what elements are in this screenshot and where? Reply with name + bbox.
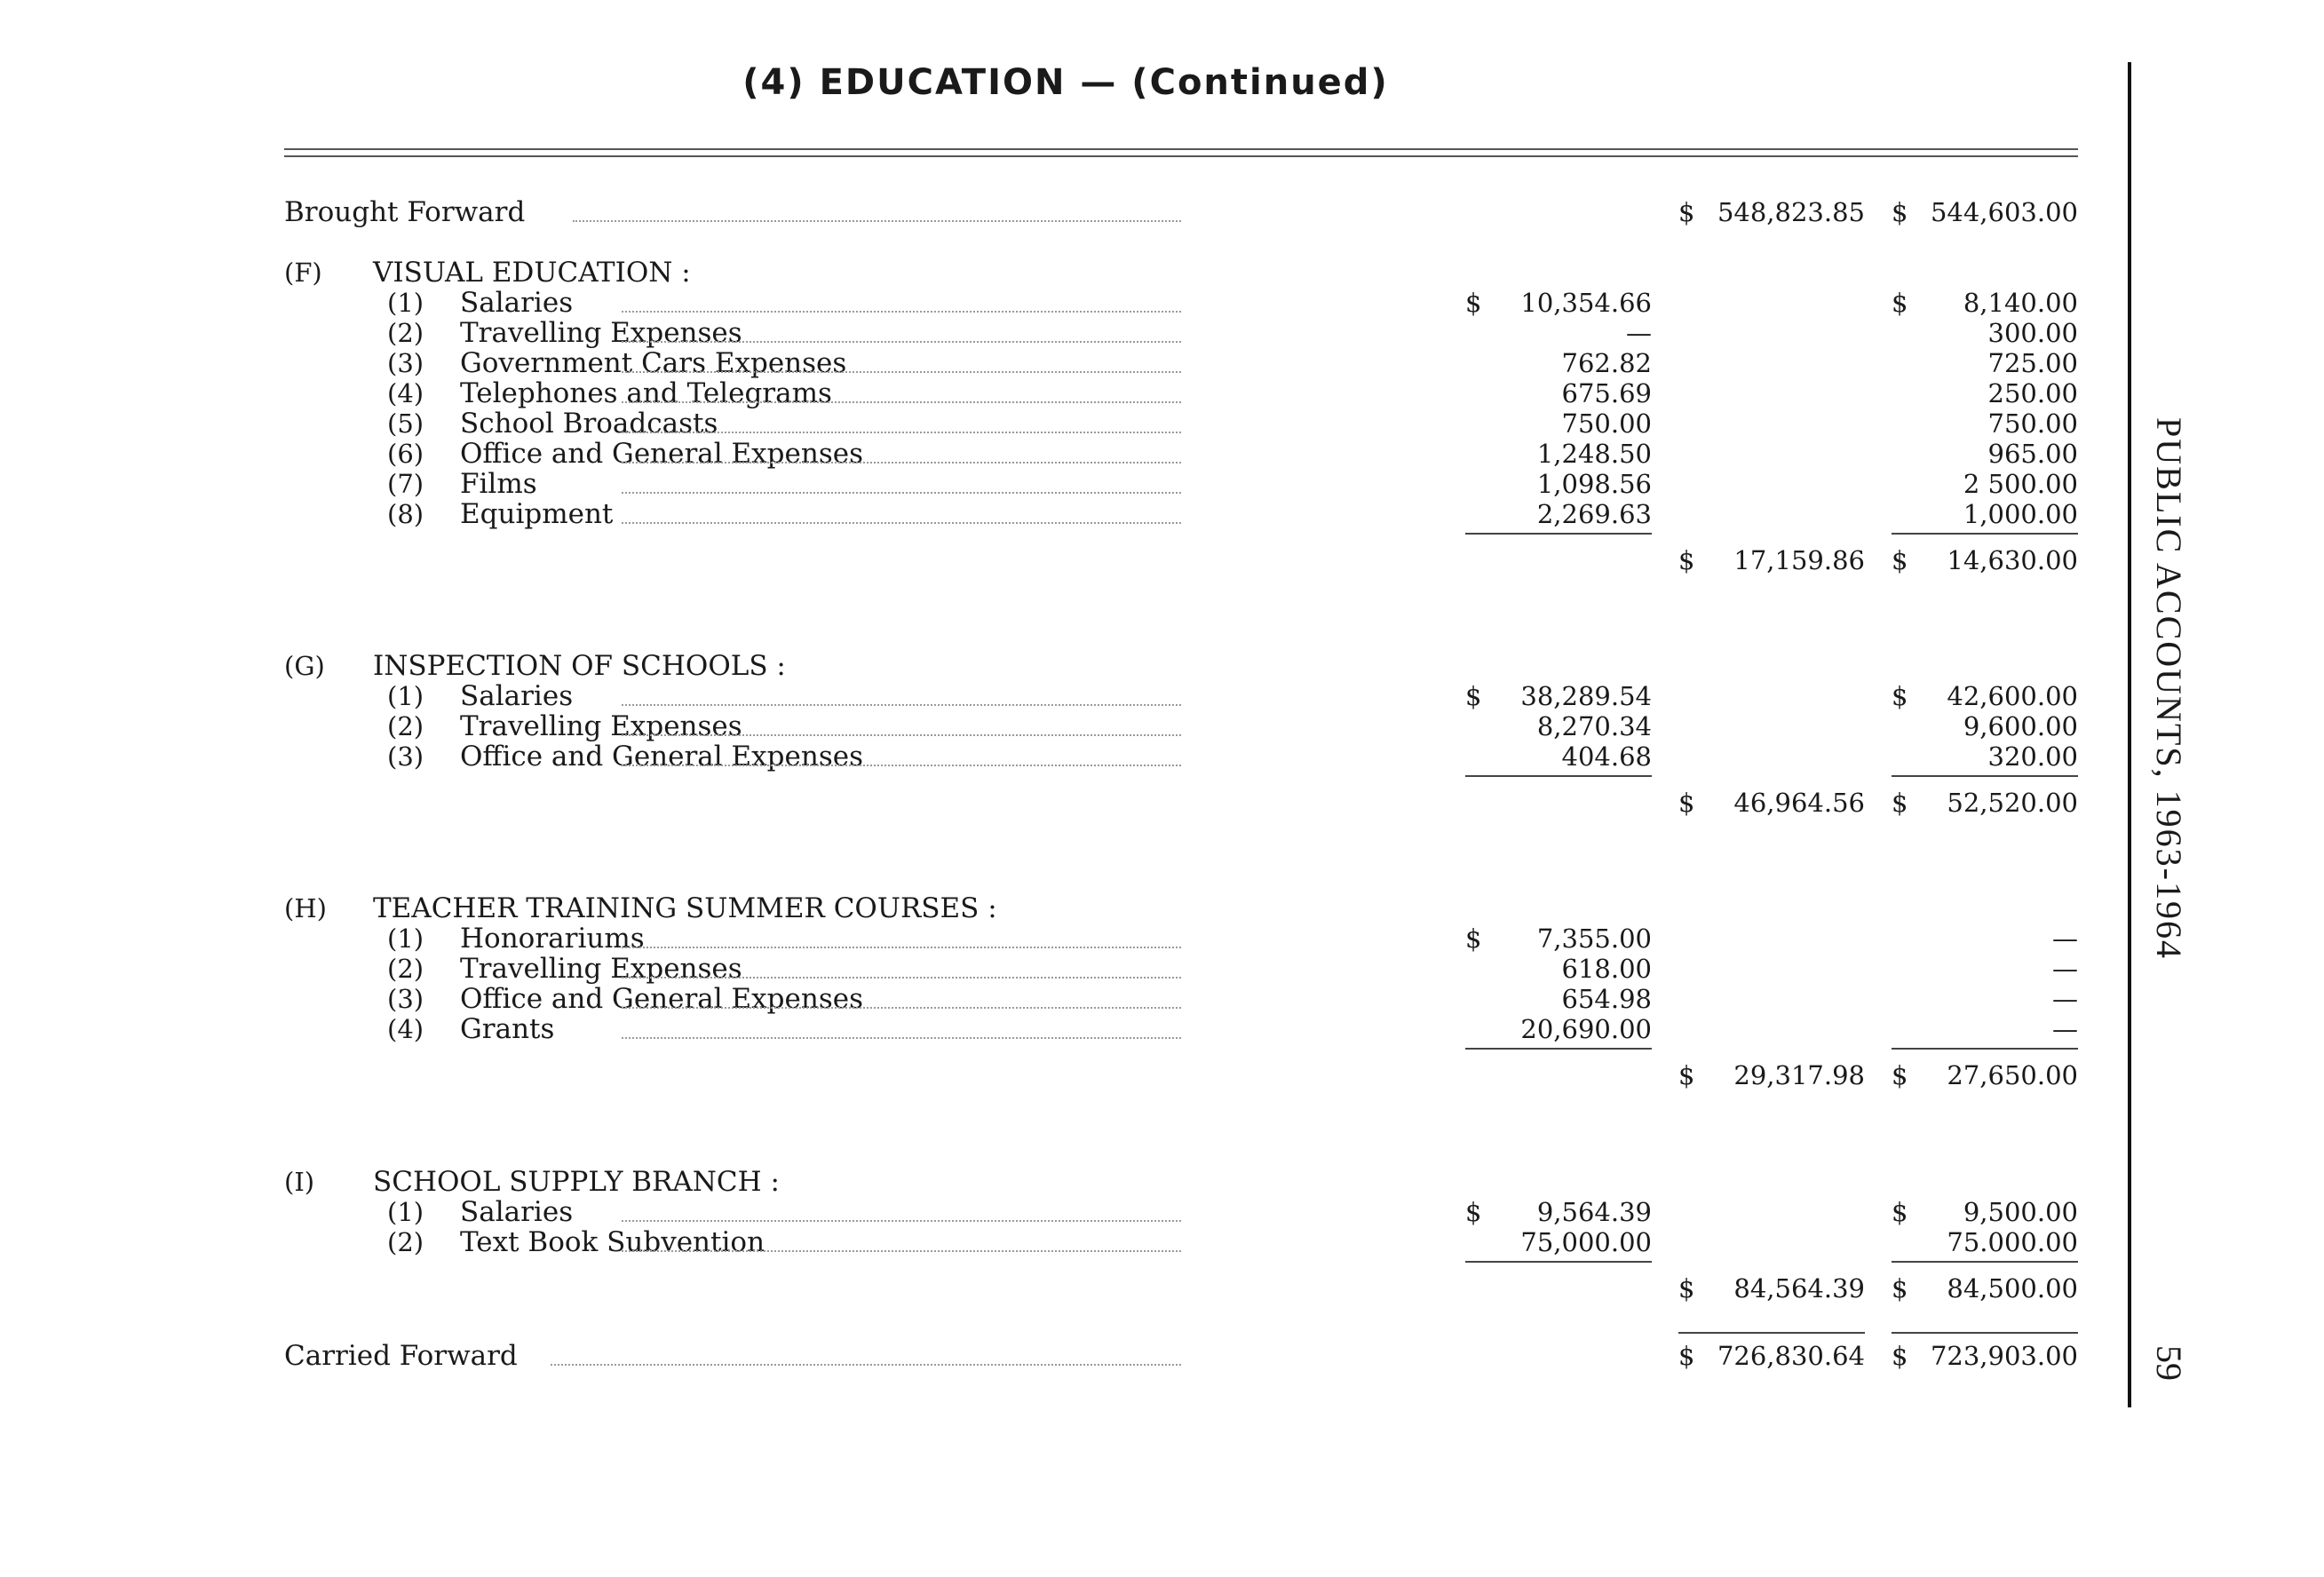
subtotal-rule bbox=[1892, 533, 2078, 535]
item-label: Office and General Expenses bbox=[460, 741, 863, 773]
item-label: Salaries bbox=[460, 1196, 574, 1228]
leader-dots bbox=[622, 492, 1181, 494]
item-number: (1) bbox=[387, 288, 424, 318]
currency-sign: $ bbox=[1892, 681, 1908, 711]
item-number: (5) bbox=[387, 408, 424, 439]
item-actual: 38,289.54 bbox=[1520, 681, 1652, 711]
leader-dots bbox=[622, 734, 1181, 736]
item-estimate: 1,000.00 bbox=[1963, 499, 2078, 529]
section-total-estimate: 52,520.00 bbox=[1947, 788, 2078, 818]
carried-forward-estimate: 723,903.00 bbox=[1930, 1341, 2078, 1371]
leader-dots bbox=[622, 1007, 1181, 1009]
item-estimate: 2 500.00 bbox=[1963, 469, 2078, 499]
side-title: PUBLIC ACCOUNTS, 1963-1964 bbox=[2149, 417, 2189, 960]
item-number: (3) bbox=[387, 984, 424, 1014]
header-rule bbox=[284, 148, 2078, 150]
item-label: Office and General Expenses bbox=[460, 983, 863, 1015]
item-estimate: 75.000.00 bbox=[1947, 1227, 2078, 1257]
item-actual: 20,690.00 bbox=[1520, 1014, 1652, 1044]
currency-sign: $ bbox=[1465, 1197, 1482, 1227]
item-number: (3) bbox=[387, 741, 424, 772]
item-number: (1) bbox=[387, 681, 424, 711]
leader-dots bbox=[622, 1037, 1181, 1039]
section-code: (I) bbox=[284, 1167, 315, 1197]
currency-sign: $ bbox=[1678, 545, 1695, 575]
section-total-estimate: 27,650.00 bbox=[1947, 1060, 2078, 1090]
section-heading: TEACHER TRAINING SUMMER COURSES : bbox=[373, 892, 997, 924]
section-code: (H) bbox=[284, 893, 327, 923]
item-label: Films bbox=[460, 468, 537, 500]
carried-forward-value: 726,830.64 bbox=[1717, 1341, 1865, 1371]
item-actual: 675.69 bbox=[1561, 378, 1652, 408]
section-total: 84,564.39 bbox=[1733, 1273, 1865, 1304]
page-title: (4) EDUCATION — (Continued) bbox=[742, 62, 1389, 103]
item-actual: 654.98 bbox=[1561, 984, 1652, 1014]
item-actual: 762.82 bbox=[1561, 348, 1652, 378]
item-estimate: 965.00 bbox=[1987, 439, 2078, 469]
total-rule bbox=[1892, 1332, 2078, 1334]
currency-sign: $ bbox=[1892, 1341, 1908, 1371]
leader-dots bbox=[573, 220, 1181, 222]
item-actual: 1,098.56 bbox=[1536, 469, 1652, 499]
item-estimate: 9,500.00 bbox=[1963, 1197, 2078, 1227]
page-number: 59 bbox=[2149, 1345, 2189, 1381]
item-number: (1) bbox=[387, 1197, 424, 1227]
section-heading: SCHOOL SUPPLY BRANCH : bbox=[373, 1166, 780, 1198]
item-label: Government Cars Expenses bbox=[460, 347, 847, 379]
brought-forward-estimate: 544,603.00 bbox=[1930, 197, 2078, 227]
item-label: Equipment bbox=[460, 498, 614, 530]
item-actual: 618.00 bbox=[1561, 954, 1652, 984]
leader-dots bbox=[622, 704, 1181, 706]
subtotal-rule bbox=[1465, 775, 1652, 777]
subtotal-rule bbox=[1892, 775, 2078, 777]
item-estimate: — bbox=[2052, 984, 2078, 1014]
item-actual: 75,000.00 bbox=[1520, 1227, 1652, 1257]
item-actual: 750.00 bbox=[1561, 408, 1652, 439]
item-actual: 9,564.39 bbox=[1536, 1197, 1652, 1227]
header-rule-2 bbox=[284, 155, 2078, 157]
item-label: Salaries bbox=[460, 680, 574, 712]
item-actual: 1,248.50 bbox=[1536, 439, 1652, 469]
leader-dots bbox=[622, 401, 1181, 403]
currency-sign: $ bbox=[1892, 545, 1908, 575]
currency-sign: $ bbox=[1678, 197, 1695, 227]
currency-sign: $ bbox=[1465, 681, 1482, 711]
currency-sign: $ bbox=[1678, 1060, 1695, 1090]
item-actual: 404.68 bbox=[1561, 741, 1652, 772]
subtotal-rule bbox=[1892, 1048, 2078, 1050]
margin-bar bbox=[2128, 62, 2131, 1407]
leader-dots bbox=[622, 432, 1181, 433]
item-number: (8) bbox=[387, 499, 424, 529]
item-label: Travelling Expenses bbox=[460, 953, 742, 985]
item-estimate: 300.00 bbox=[1987, 318, 2078, 348]
subtotal-rule bbox=[1892, 1261, 2078, 1263]
item-actual: 7,355.00 bbox=[1536, 923, 1652, 954]
item-number: (4) bbox=[387, 1014, 424, 1044]
currency-sign: $ bbox=[1678, 1273, 1695, 1304]
item-label: Honorariums bbox=[460, 923, 645, 955]
item-number: (1) bbox=[387, 923, 424, 954]
leader-dots bbox=[622, 947, 1181, 948]
total-rule bbox=[1678, 1332, 1865, 1334]
currency-sign: $ bbox=[1465, 288, 1482, 318]
item-label: Office and General Expenses bbox=[460, 438, 863, 470]
currency-sign: $ bbox=[1465, 923, 1482, 954]
item-label: School Broadcasts bbox=[460, 408, 718, 440]
currency-sign: $ bbox=[1678, 788, 1695, 818]
leader-dots bbox=[622, 311, 1181, 313]
subtotal-rule bbox=[1465, 533, 1652, 535]
brought-forward-label: Brought Forward bbox=[284, 196, 526, 228]
section-code: (F) bbox=[284, 258, 322, 288]
leader-dots bbox=[622, 522, 1181, 524]
item-estimate: — bbox=[2052, 923, 2078, 954]
leader-dots bbox=[622, 1220, 1181, 1222]
section-total: 29,317.98 bbox=[1733, 1060, 1865, 1090]
item-estimate: 9,600.00 bbox=[1963, 711, 2078, 741]
item-number: (2) bbox=[387, 318, 424, 348]
item-label: Telephones and Telegrams bbox=[460, 377, 832, 409]
leader-dots bbox=[622, 1250, 1181, 1252]
currency-sign: $ bbox=[1892, 1197, 1908, 1227]
item-number: (2) bbox=[387, 954, 424, 984]
leader-dots bbox=[622, 977, 1181, 979]
currency-sign: $ bbox=[1892, 197, 1908, 227]
item-estimate: 8,140.00 bbox=[1963, 288, 2078, 318]
leader-dots bbox=[622, 765, 1181, 766]
section-total-estimate: 84,500.00 bbox=[1947, 1273, 2078, 1304]
subtotal-rule bbox=[1465, 1261, 1652, 1263]
section-total-estimate: 14,630.00 bbox=[1947, 545, 2078, 575]
item-label: Travelling Expenses bbox=[460, 317, 742, 349]
item-estimate: 42,600.00 bbox=[1947, 681, 2078, 711]
item-actual: 10,354.66 bbox=[1520, 288, 1652, 318]
item-number: (6) bbox=[387, 439, 424, 469]
item-label: Grants bbox=[460, 1013, 555, 1045]
item-estimate: 250.00 bbox=[1987, 378, 2078, 408]
section-total: 17,159.86 bbox=[1733, 545, 1865, 575]
item-actual: 8,270.34 bbox=[1536, 711, 1652, 741]
item-number: (3) bbox=[387, 348, 424, 378]
leader-dots bbox=[622, 371, 1181, 373]
item-estimate: — bbox=[2052, 954, 2078, 984]
brought-forward-value: 548,823.85 bbox=[1717, 197, 1865, 227]
leader-dots bbox=[622, 462, 1181, 464]
subtotal-rule bbox=[1465, 1048, 1652, 1050]
section-heading: VISUAL EDUCATION : bbox=[373, 257, 691, 289]
item-number: (4) bbox=[387, 378, 424, 408]
carried-forward-label: Carried Forward bbox=[284, 1340, 518, 1372]
item-actual: 2,269.63 bbox=[1536, 499, 1652, 529]
currency-sign: $ bbox=[1892, 288, 1908, 318]
item-estimate: — bbox=[2052, 1014, 2078, 1044]
section-heading: INSPECTION OF SCHOOLS : bbox=[373, 650, 786, 682]
item-estimate: 320.00 bbox=[1987, 741, 2078, 772]
currency-sign: $ bbox=[1892, 1060, 1908, 1090]
item-label: Text Book Subvention bbox=[460, 1226, 765, 1258]
section-total: 46,964.56 bbox=[1733, 788, 1865, 818]
item-number: (7) bbox=[387, 469, 424, 499]
item-number: (2) bbox=[387, 711, 424, 741]
leader-dots bbox=[622, 341, 1181, 343]
item-actual: — bbox=[1626, 318, 1652, 348]
item-estimate: 725.00 bbox=[1987, 348, 2078, 378]
leader-dots bbox=[551, 1364, 1181, 1366]
item-label: Salaries bbox=[460, 287, 574, 319]
item-label: Travelling Expenses bbox=[460, 710, 742, 742]
currency-sign: $ bbox=[1892, 1273, 1908, 1304]
item-number: (2) bbox=[387, 1227, 424, 1257]
currency-sign: $ bbox=[1678, 1341, 1695, 1371]
currency-sign: $ bbox=[1892, 788, 1908, 818]
item-estimate: 750.00 bbox=[1987, 408, 2078, 439]
section-code: (G) bbox=[284, 651, 325, 681]
